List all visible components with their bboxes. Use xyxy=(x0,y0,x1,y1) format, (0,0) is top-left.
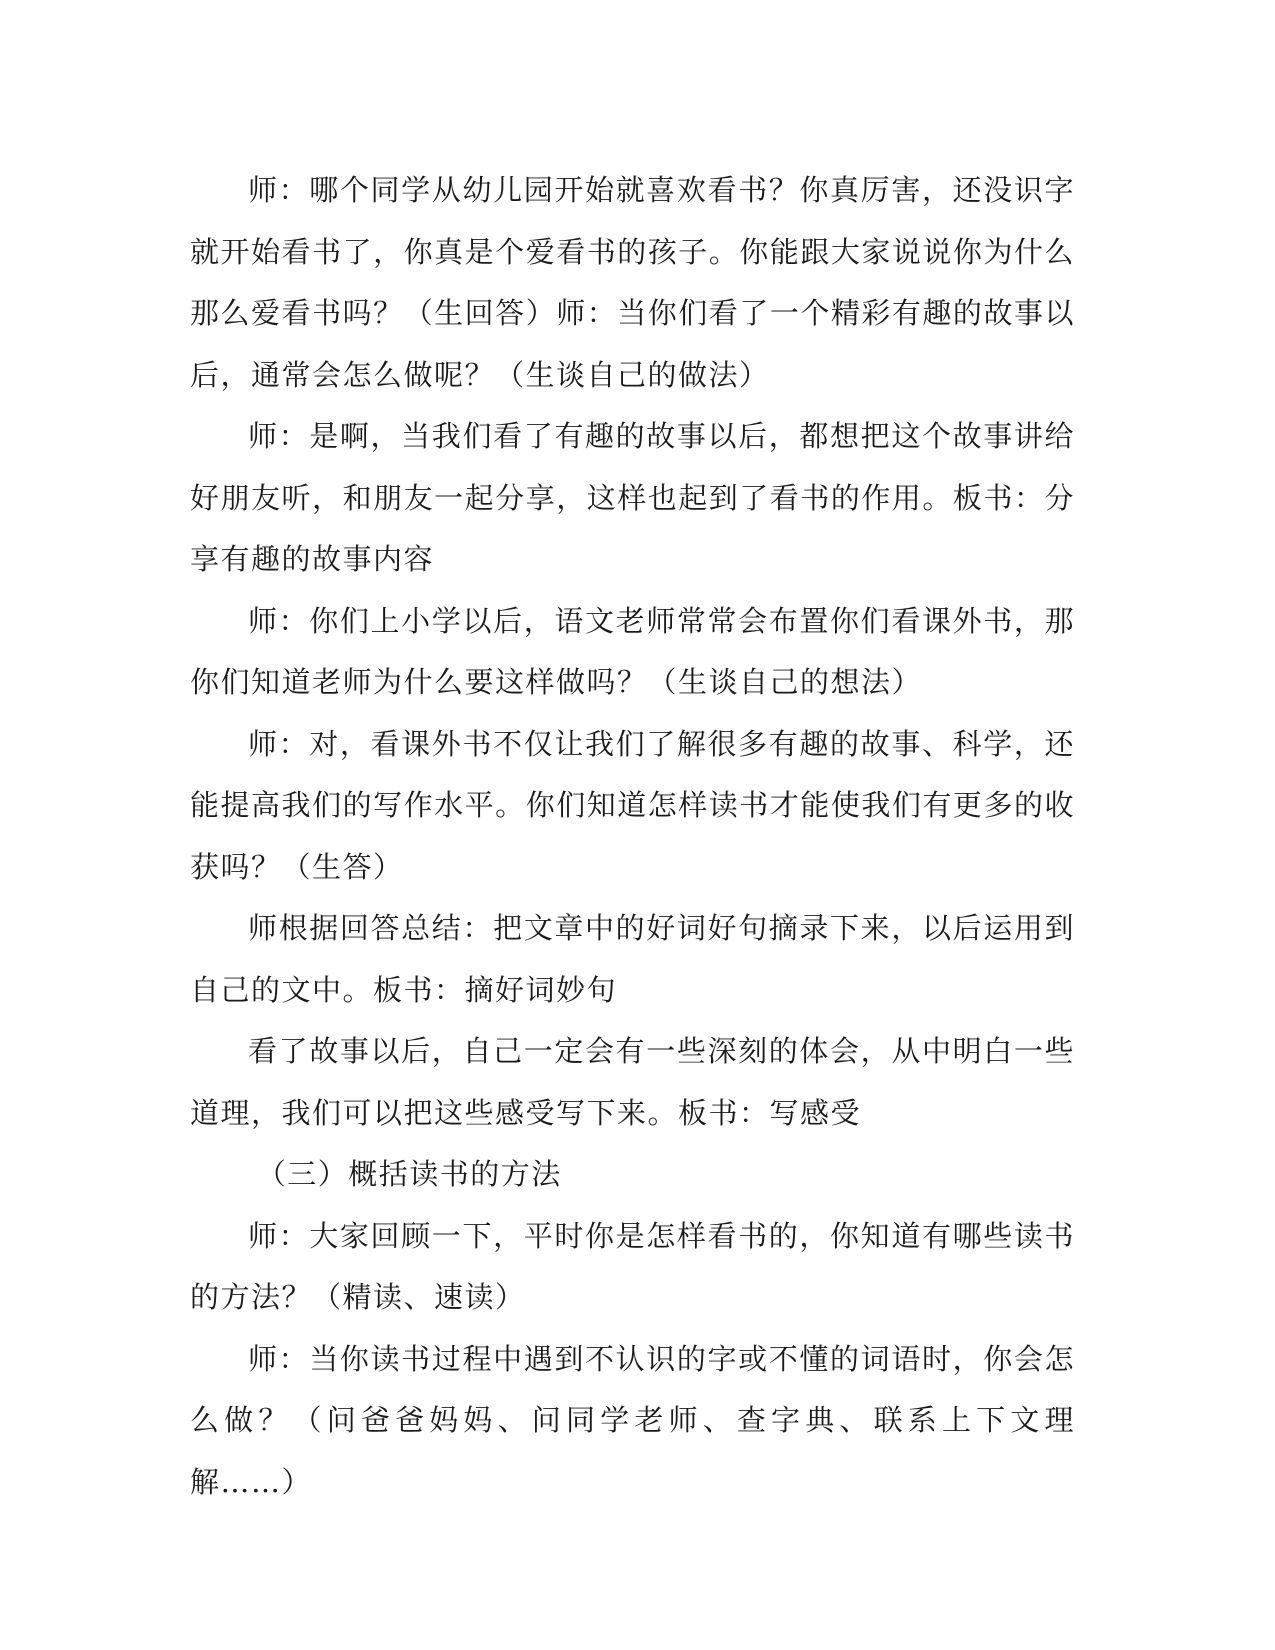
paragraph-2: 师：是啊，当我们看了有趣的故事以后，都想把这个故事讲给好朋友听，和朋友一起分享，这样也起到了看书的作用。板书：分享有趣的故事内容 xyxy=(190,419,1075,576)
paragraph-9: 师：当你读书过程中遇到不认识的字或不懂的词语时，你会怎么做？（问爸爸妈妈、问同学老师、查字典、联系上下文理解……） xyxy=(190,1341,1075,1499)
section-heading: （三）概括读书的方法 xyxy=(256,1157,562,1191)
paragraph-1: 师：哪个同学从幼儿园开始就喜欢看书？你真厉害，还没识字就开始看书了，你真是个爱看书的孩子。你能跟大家说说你为什么那么爱看书吗？（生回答）师：当你们看了一个精彩有趣的故事以后，通常会怎么做呢？（生谈自己的做法） xyxy=(190,173,1075,392)
paragraph-8: 师：大家回顾一下，平时你是怎样看书的，你知道有哪些读书的方法？（精读、速读） xyxy=(190,1218,1075,1314)
paragraph-3: 师：你们上小学以后，语文老师常常会布置你们看课外书，那你们知道老师为什么要这样做吗？（生谈自己的想法） xyxy=(190,603,1075,699)
paragraph-4: 师：对，看课外书不仅让我们了解很多有趣的故事、科学，还能提高我们的写作水平。你们知道怎样读书才能使我们有更多的收获吗？（生答） xyxy=(190,726,1075,884)
paragraph-5: 师根据回答总结：把文章中的好词好句摘录下来，以后运用到自己的文中。板书：摘好词妙句 xyxy=(190,911,1075,1007)
document-body xyxy=(190,160,1075,1513)
paragraph-6: 看了故事以后，自己一定会有一些深刻的体会，从中明白一些道理，我们可以把这些感受写下来。板书：写感受 xyxy=(190,1034,1075,1130)
